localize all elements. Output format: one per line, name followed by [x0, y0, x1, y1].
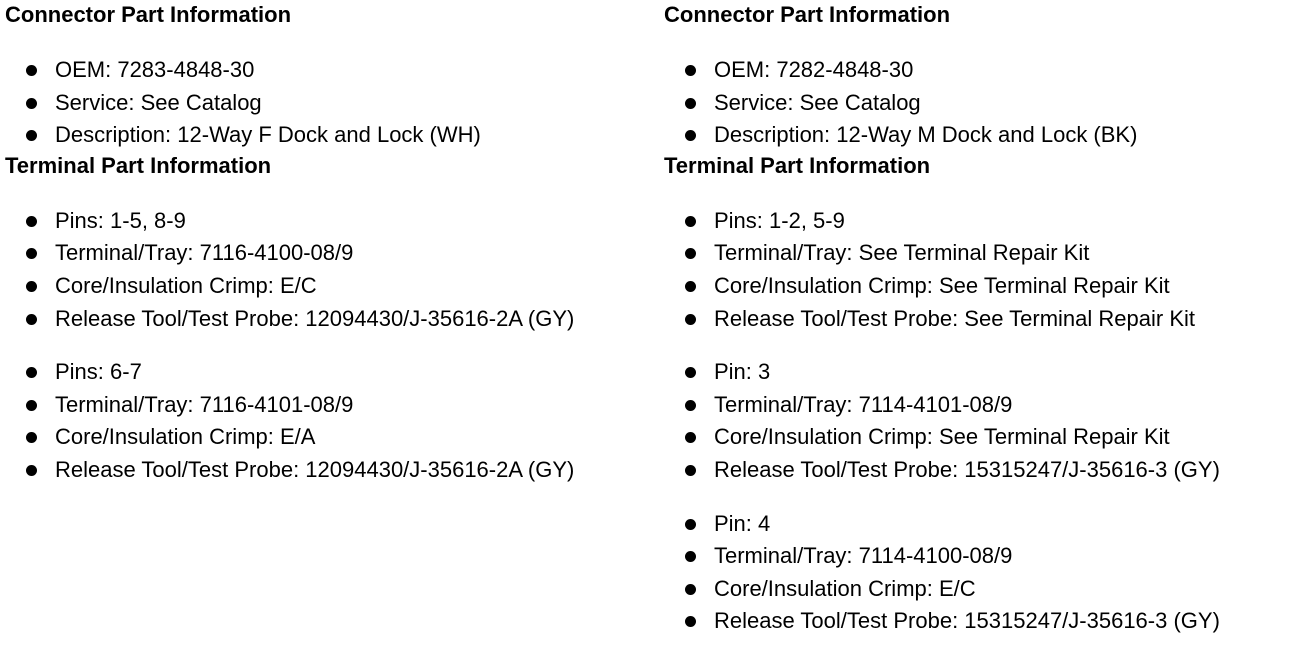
- bullet-icon: [685, 432, 696, 443]
- list-item: Terminal/Tray: 7116-4100-08/9: [5, 237, 655, 270]
- bullet-icon: [26, 98, 37, 109]
- bullet-icon: [26, 216, 37, 227]
- right-connector-column: [664, 0, 1309, 638]
- bullet-icon: [685, 367, 696, 378]
- bullet-icon: [685, 216, 696, 227]
- bullet-icon: [685, 248, 696, 259]
- connector-heading: Connector Part Information: [664, 2, 951, 27]
- list-item: Pins: 1-5, 8-9: [5, 205, 655, 238]
- terminal-heading: Terminal Part Information: [664, 152, 931, 178]
- terminal-info-list: [5, 356, 655, 486]
- list-item: Pin: 3: [664, 356, 1309, 389]
- bullet-icon: [26, 432, 37, 443]
- bullet-icon: [685, 98, 696, 109]
- bullet-icon: [26, 400, 37, 411]
- terminal-info-list: [664, 356, 1309, 486]
- bullet-icon: [685, 551, 696, 562]
- connector-info-list: [664, 54, 1309, 152]
- bullet-icon: [685, 584, 696, 595]
- list-item: Pins: 1-2, 5-9: [664, 205, 1309, 238]
- list-item: Service: See Catalog: [664, 87, 1309, 120]
- bullet-icon: [26, 130, 37, 141]
- bullet-icon: [685, 65, 696, 76]
- list-item: Service: See Catalog: [5, 87, 655, 120]
- list-item: Release Tool/Test Probe: 15315247/J-35616-3 (GY): [664, 454, 1309, 487]
- bullet-icon: [685, 400, 696, 411]
- bullet-icon: [685, 314, 696, 325]
- list-item: Terminal/Tray: 7114-4100-08/9: [664, 540, 1309, 573]
- list-item: Description: 12-Way M Dock and Lock (BK): [664, 119, 1309, 152]
- list-item: Terminal/Tray: 7114-4101-08/9: [664, 389, 1309, 422]
- list-item: Terminal/Tray: See Terminal Repair Kit: [664, 237, 1309, 270]
- bullet-icon: [26, 314, 37, 325]
- terminal-info-list: [5, 205, 655, 335]
- bullet-icon: [26, 65, 37, 76]
- list-item: Terminal/Tray: 7116-4101-08/9: [5, 389, 655, 422]
- connector-heading: Connector Part Information: [5, 2, 292, 27]
- list-item: Pins: 6-7: [5, 356, 655, 389]
- bullet-icon: [685, 616, 696, 627]
- bullet-icon: [26, 465, 37, 476]
- list-item: Release Tool/Test Probe: 15315247/J-35616-3 (GY): [664, 605, 1309, 638]
- bullet-icon: [26, 248, 37, 259]
- list-item: Core/Insulation Crimp: E/C: [664, 573, 1309, 606]
- terminal-info-list: [664, 508, 1309, 638]
- bullet-icon: [26, 281, 37, 292]
- terminal-heading: Terminal Part Information: [5, 152, 272, 178]
- list-item: Core/Insulation Crimp: See Terminal Repair Kit: [664, 270, 1309, 303]
- bullet-icon: [685, 519, 696, 530]
- list-item: Core/Insulation Crimp: E/A: [5, 421, 655, 454]
- list-item: OEM: 7283-4848-30: [5, 54, 655, 87]
- list-item: Core/Insulation Crimp: See Terminal Repair Kit: [664, 421, 1309, 454]
- connector-info-list: [5, 54, 655, 152]
- bullet-icon: [685, 465, 696, 476]
- left-connector-column: [5, 0, 655, 487]
- list-item: Release Tool/Test Probe: 12094430/J-35616-2A (GY): [5, 303, 655, 336]
- list-item: Pin: 4: [664, 508, 1309, 541]
- terminal-info-list: [664, 205, 1309, 335]
- bullet-icon: [26, 367, 37, 378]
- list-item: OEM: 7282-4848-30: [664, 54, 1309, 87]
- list-item: Release Tool/Test Probe: 12094430/J-35616-2A (GY): [5, 454, 655, 487]
- list-item: Description: 12-Way F Dock and Lock (WH): [5, 119, 655, 152]
- list-item: Core/Insulation Crimp: E/C: [5, 270, 655, 303]
- bullet-icon: [685, 281, 696, 292]
- list-item: Release Tool/Test Probe: See Terminal Repair Kit: [664, 303, 1309, 336]
- bullet-icon: [685, 130, 696, 141]
